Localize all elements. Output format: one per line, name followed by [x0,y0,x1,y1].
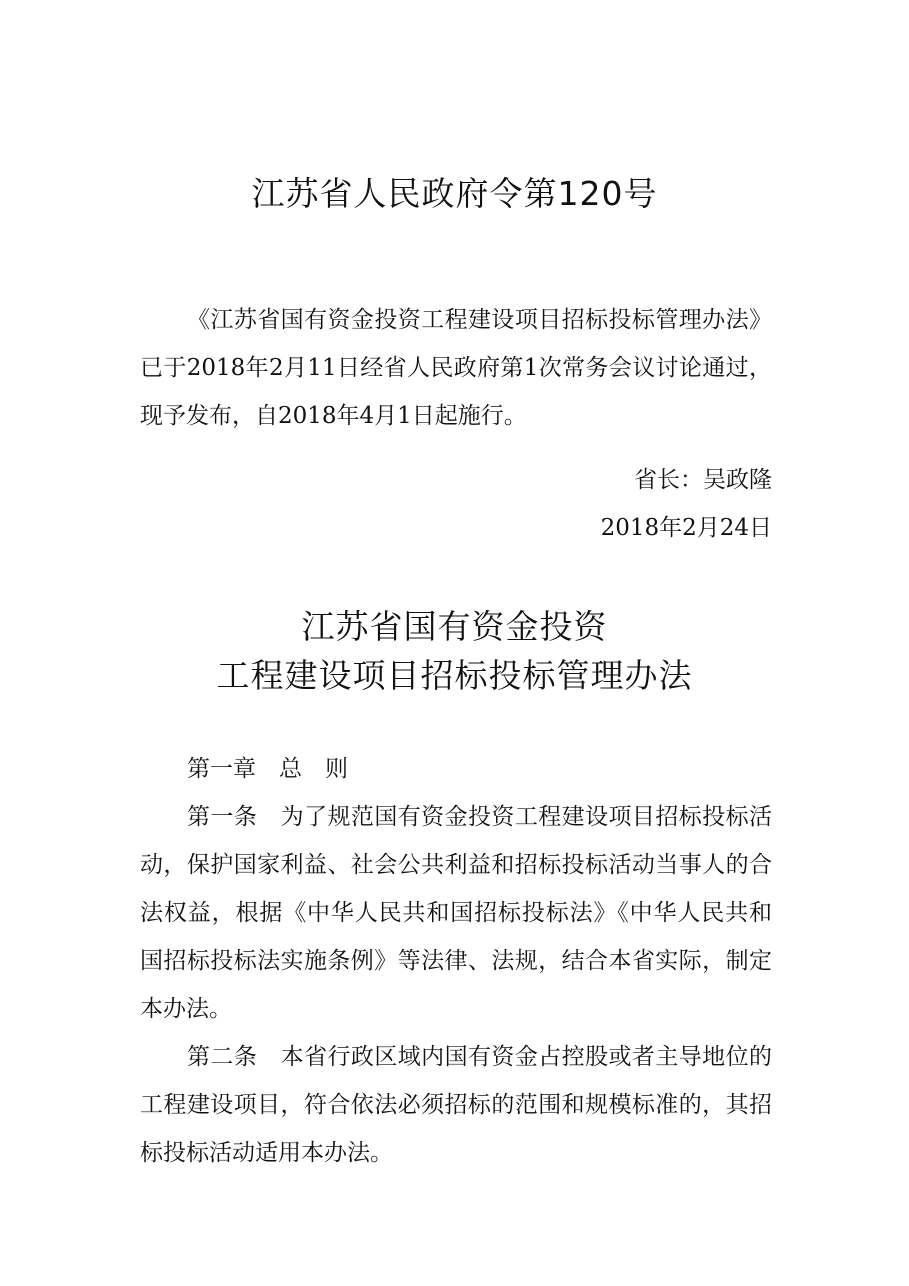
article-2-text: 本省行政区域内国有资金占控股或者主导地位的工程建设项目，符合依法必须招标的范围和规模标准的，其招标投标活动适用本办法。 [140,1044,773,1166]
article-2 [140,1033,772,1177]
article-1-number: 第一条 [187,804,281,830]
signature-date: 2018年2月24日 [600,515,772,541]
chapter-heading: 第一章 总 则 [187,756,348,782]
order-title: 江苏省人民政府令第120号 [251,174,658,213]
promulgation-paragraph: 《江苏省国有资金投资工程建设项目招标投标管理办法》已于2018年2月11日经省人民政府第1次常务会议讨论通过，现予发布，自2018年4月1日起施行。 [140,307,772,429]
measures-title-line-2: 工程建设项目招标投标管理办法 [216,656,693,695]
article-1-text: 为了规范国有资金投资工程建设项目招标投标活动，保护国家利益、社会公共利益和招标投标活动当事人的合法权益，根据《中华人民共和国招标投标法》《中华人民共和国招标投标法实施条例》等法律、法规，结合本省实际，制定本办法。 [140,804,773,1022]
measures-title [0,602,909,700]
article-1 [140,793,772,1033]
measures-title-line-1: 江苏省国有资金投资 [301,607,608,646]
article-2-number: 第二条 [187,1044,281,1070]
governor-signature: 省长：吴政隆 [634,467,772,493]
